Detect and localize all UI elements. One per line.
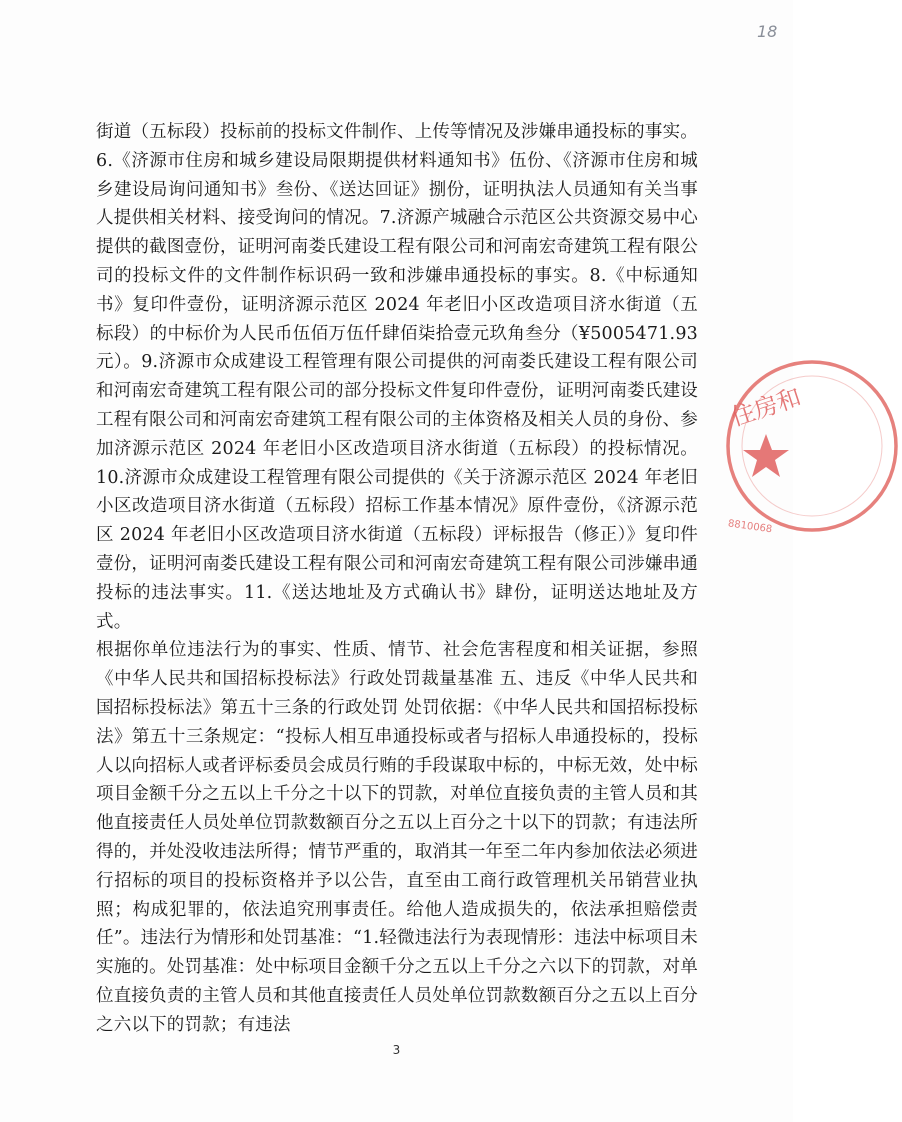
seal-graphic [722, 356, 902, 536]
handwritten-page-mark: 18 [757, 22, 778, 41]
paragraph-penalty-basis: 根据你单位违法行为的事实、性质、情节、社会危害程度和相关证据，参照《中华人民共和国招标投标法》行政处罚裁量基准 五、违反《中华人民共和国招标投标法》第五十三条的行政处罚 处罚依据：《中华人民共和国招标投标法》第五十三条规定：“投标人相互串通投标或者与招标人串通投标的，投标人以向招标人或者评标委员会成员行贿的手段谋取中标的，中标无效，处中标项目金额千分之五以上千分之十以下的罚款，对单位直接负责的主管人员和其他直接责任人员处单位罚款数额百分之五以上百分之十以下的罚款；有违法所得的，并处没收违法所得；情节严重的，取消其一年至二年内参加依法必须进行招标的项目的投标资格并予以公告，直至由工商行政管理机关吊销营业执照；构成犯罪的，依法追究刑事责任。给他人造成损失的，依法承担赔偿责任”。违法行为情形和处罚基准：“1.轻微违法行为表现情形：违法中标项目未实施的。处罚基准：处中标项目金额千分之五以上千分之六以下的罚款，对单位直接负责的主管人员和其他直接责任人员处单位罚款数额百分之五以上百分之六以下的罚款；有违法 [96, 640, 698, 1035]
official-seal [722, 356, 902, 536]
document-body [96, 118, 698, 1040]
page-number: 3 [392, 1043, 401, 1057]
seal-text: 住房和 [727, 382, 805, 432]
seal-star-icon [743, 434, 789, 477]
seal-serial: 8810068 [727, 518, 773, 536]
paragraph-evidence-list: 街道（五标段）投标前的投标文件制作、上传等情况及涉嫌串通投标的事实。6.《济源市住房和城乡建设局限期提供材料通知书》伍份、《济源市住房和城乡建设局询问通知书》叁份、《送达回证》捌份，证明执法人员通知有关当事人提供相关材料、接受询问的情况。7.济源产城融合示范区公共资源交易中心提供的截图壹份，证明河南娄氏建设工程有限公司和河南宏奇建筑工程有限公司的投标文件的文件制作标识码一致和涉嫌串通投标的事实。8.《中标通知书》复印件壹份，证明济源示范区 2024 年老旧小区改造项目济水街道（五标段）的中标价为人民币伍佰万伍仟肆佰柒拾壹元玖角叁分（¥5005471.93 元）。9.济源市众成建设工程管理有限公司提供的河南娄氏建设工程有限公司和河南宏奇建筑工程有限公司的部分投标文件复印件壹份，证明河南娄氏建设工程有限公司和河南宏奇建筑工程有限公司的主体资格及相关人员的身份、参加济源示范区 2024 年老旧小区改造项目济水街道（五标段）的投标情况。10.济源市众成建设工程管理有限公司提供的《关于济源示范区 2024 年老旧小区改造项目济水街道（五标段）招标工作基本情况》原件壹份，《济源示范区 2024 年老旧小区改造项目济水街道（五标段）评标报告（修正）》复印件壹份，证明河南娄氏建设工程有限公司和河南宏奇建筑工程有限公司涉嫌串通投标的违法事实。11.《送达地址及方式确认书》肆份，证明送达地址及方式。 [96, 122, 698, 632]
